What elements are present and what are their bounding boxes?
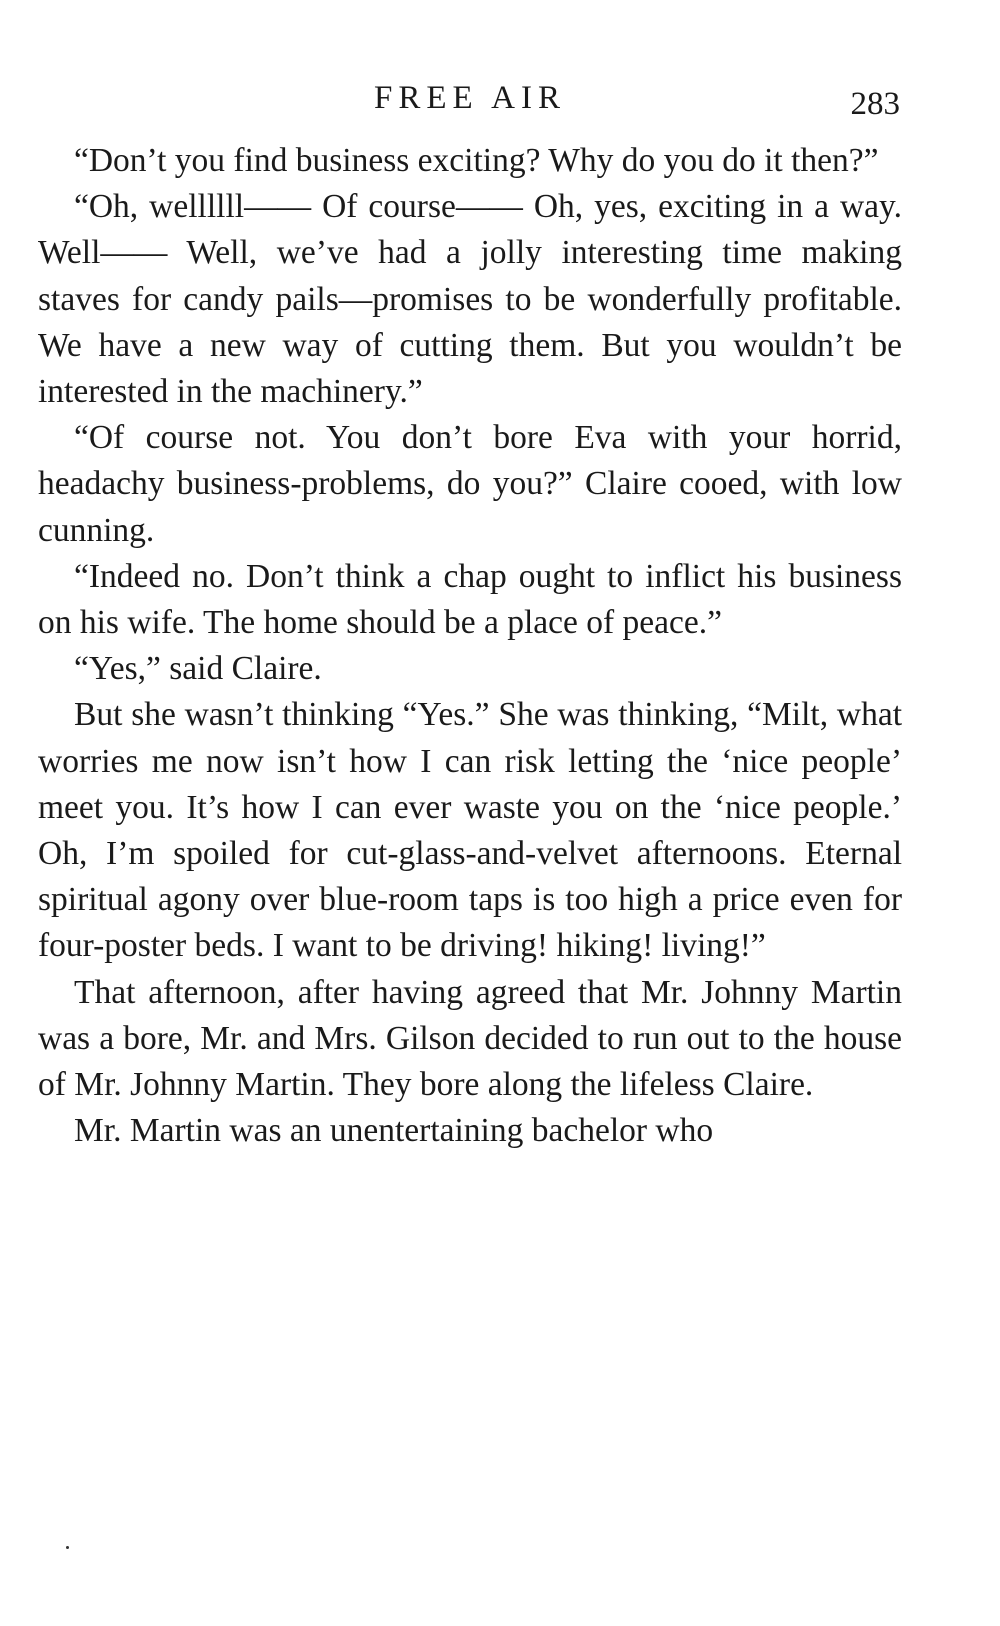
paragraph: Mr. Martin was an unentertaining bachelor who — [74, 1112, 714, 1150]
paragraph: “Yes,” said Claire. — [74, 650, 322, 688]
page-number: 283 — [850, 86, 900, 122]
paragraph: “Of course not. You don’t bore Eva with your horrid, headachy business-problems, do you?” Claire cooed, with low cunning. — [38, 419, 902, 549]
paragraph: But she wasn’t thinking “Yes.” She was thinking, “Milt, what worries me now isn’t how I can risk letting the ‘nice people’ meet you. It’s how I can ever waste you on the ‘nice people.’ Oh, I’m spoiled for cut-glass-and-velvet afternoons. Eternal spiritual agony over blue-room taps is too high a price even for four-poster beds. I want to be driving! hiking! living!” — [38, 696, 902, 965]
ink-speck — [66, 1546, 69, 1549]
paragraph: “Indeed no. Don’t think a chap ought to inflict his business on his wife. The home should be a place of peace.” — [38, 557, 902, 642]
running-title: FREE AIR — [374, 80, 566, 116]
paragraph: “Oh, wellllll—— Of course—— Oh, yes, exciting in a way. Well—— Well, we’ve had a jolly interesting time making staves for candy pails—promises to be wonderfully profitable. We have a new way of cutting them. But you wouldn’t be interested in the machinery.” — [38, 188, 902, 411]
paragraph: That afternoon, after having agreed that Mr. Johnny Martin was a bore, Mr. and Mrs. Gilson decided to run out to the house of Mr. Johnny Martin. They bore along the lifeless Claire. — [38, 973, 902, 1104]
body-text — [38, 138, 902, 1154]
paragraph: “Don’t you find business exciting? Why do you do it then?” — [74, 142, 879, 179]
